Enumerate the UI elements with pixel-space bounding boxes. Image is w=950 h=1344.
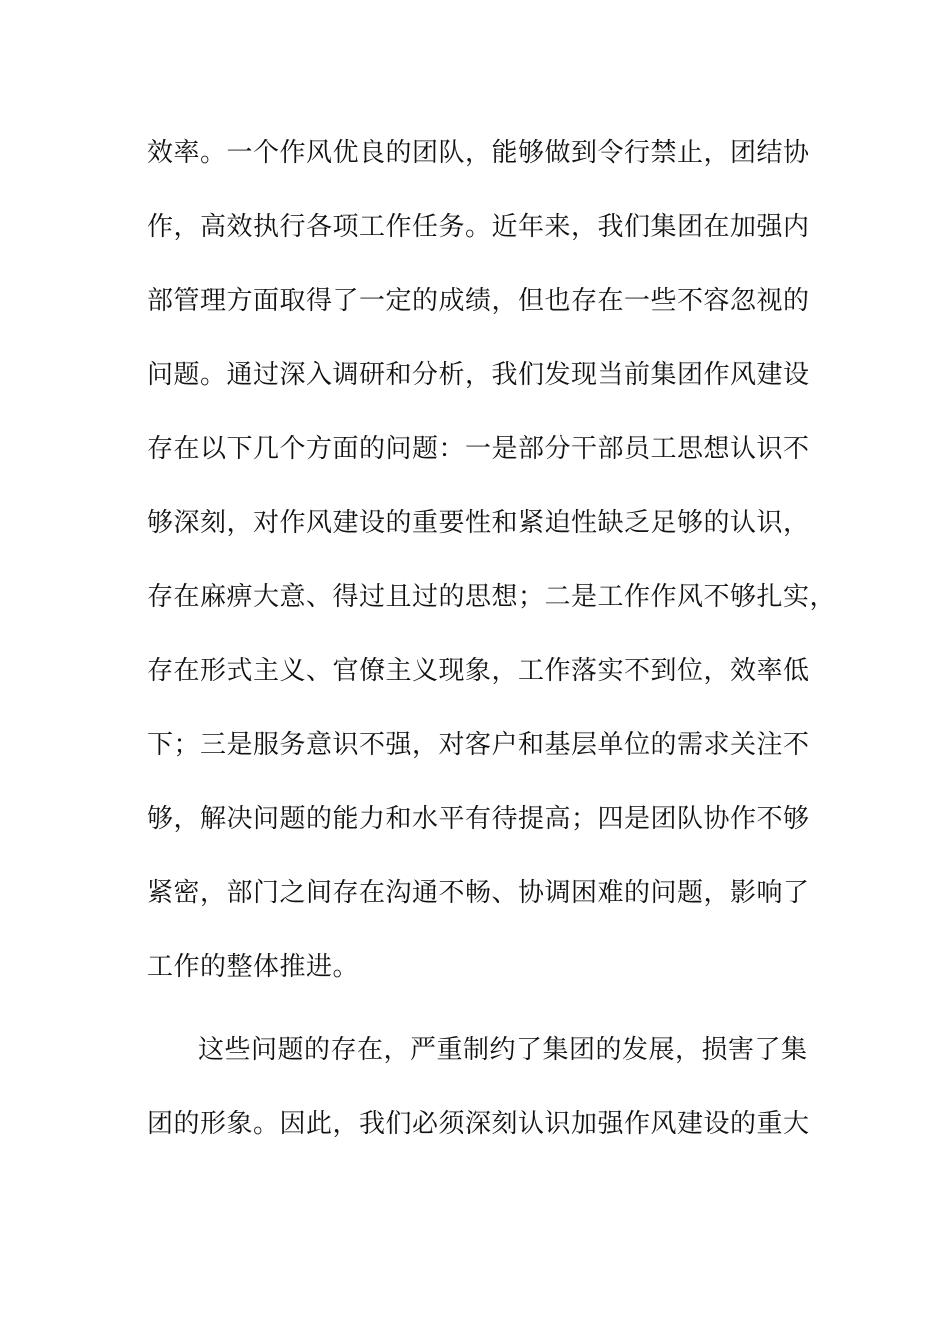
paragraph-1-line-2: 作，高效执行各项工作任务。近年来，我们集团在加强内 bbox=[147, 212, 810, 242]
paragraph-1-line-9: 下；三是服务意识不强，对客户和基层单位的需求关注不 bbox=[147, 730, 810, 760]
paragraph-1-line-7: 存在麻痹大意、得过且过的思想；二是工作作风不够扎实， bbox=[147, 582, 837, 612]
paragraph-1-line-3: 部管理方面取得了一定的成绩，但也存在一些不容忽视的 bbox=[147, 286, 810, 316]
paragraph-1-line-11: 紧密，部门之间存在沟通不畅、协调困难的问题，影响了 bbox=[147, 878, 810, 908]
paragraph-1-line-8: 存在形式主义、官僚主义现象，工作落实不到位，效率低 bbox=[147, 656, 810, 686]
paragraph-1-line-6: 够深刻，对作风建设的重要性和紧迫性缺乏足够的认识， bbox=[147, 508, 810, 538]
paragraph-1-line-5: 存在以下几个方面的问题：一是部分干部员工思想认识不 bbox=[147, 434, 810, 464]
paragraph-2-line-1: 这些问题的存在，严重制约了集团的发展，损害了集 bbox=[198, 1035, 808, 1065]
paragraph-1-line-4: 问题。通过深入调研和分析，我们发现当前集团作风建设 bbox=[147, 360, 810, 390]
paragraph-1-line-1: 效率。一个作风优良的团队，能够做到令行禁止，团结协 bbox=[147, 138, 810, 168]
paragraph-2-line-2: 团的形象。因此，我们必须深刻认识加强作风建设的重大 bbox=[147, 1109, 810, 1139]
paragraph-1-line-10: 够，解决问题的能力和水平有待提高；四是团队协作不够 bbox=[147, 804, 810, 834]
paragraph-1-line-12: 工作的整体推进。 bbox=[147, 952, 360, 982]
